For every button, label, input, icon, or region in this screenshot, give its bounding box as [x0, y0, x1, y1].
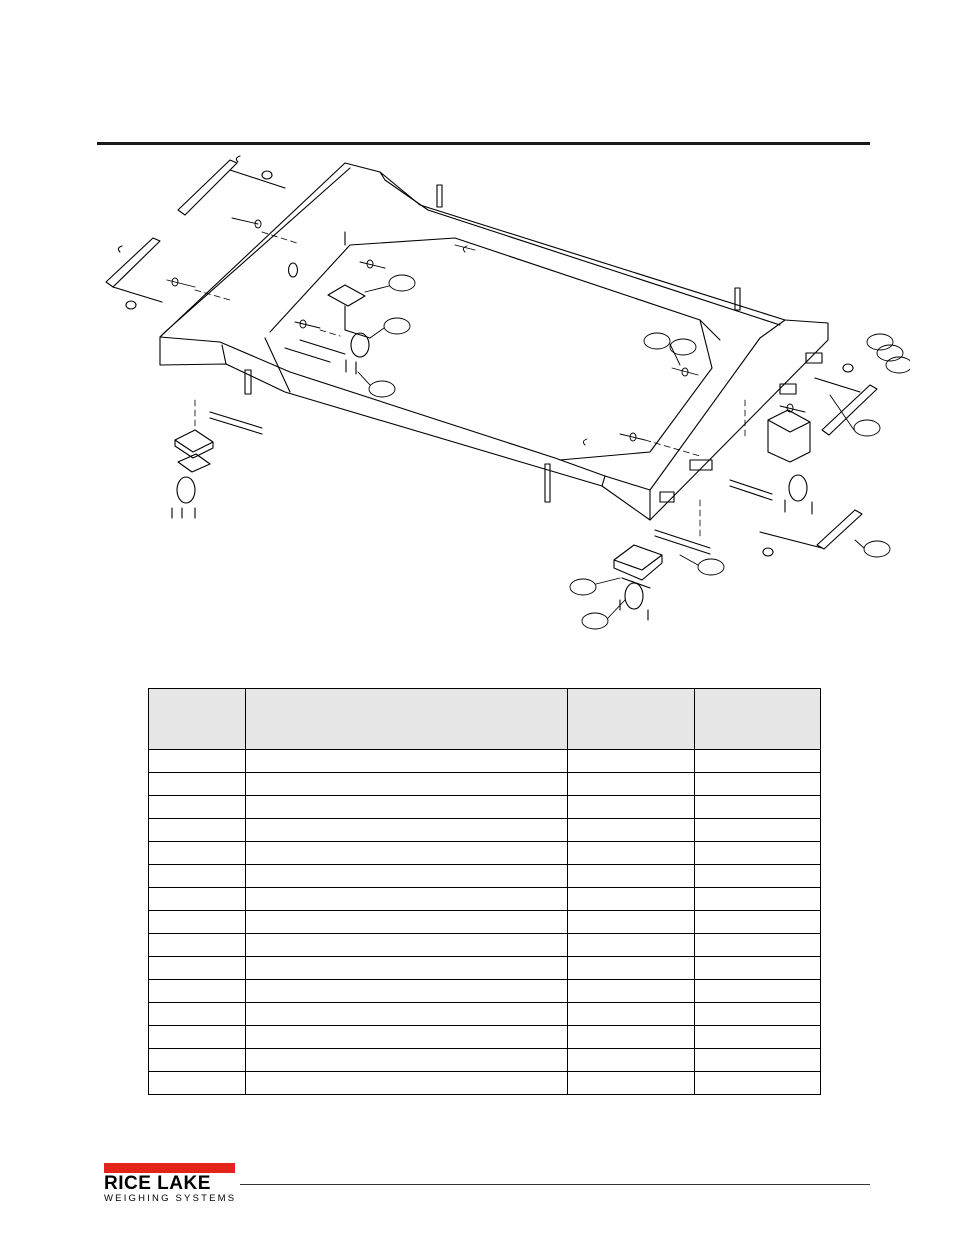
- table-cell: [694, 934, 820, 957]
- caster-front-left: [172, 412, 262, 518]
- table-cell: [149, 865, 246, 888]
- table-cell: [568, 934, 694, 957]
- table-cell: [246, 980, 568, 1003]
- table-row: [149, 1003, 821, 1026]
- table-row: [149, 865, 821, 888]
- table-cell: [246, 957, 568, 980]
- header-cell-quantity: [694, 689, 820, 750]
- table-cell: [246, 819, 568, 842]
- table-row: [149, 957, 821, 980]
- handle-bars-right: [760, 364, 877, 556]
- caster-rear-left: [285, 285, 370, 374]
- table-cell: [694, 911, 820, 934]
- table-cell: [149, 1026, 246, 1049]
- table-row: [149, 773, 821, 796]
- exploded-assembly-drawing: [98, 150, 910, 640]
- table-cell: [694, 1072, 820, 1095]
- table-cell: [568, 911, 694, 934]
- table-row: [149, 980, 821, 1003]
- table-row: [149, 750, 821, 773]
- table-cell: [694, 796, 820, 819]
- logo-wordmark: RICE LAKE: [104, 1173, 211, 1194]
- table-cell: [694, 957, 820, 980]
- table-cell: [568, 865, 694, 888]
- table-cell: [149, 819, 246, 842]
- table-row: [149, 1026, 821, 1049]
- table-cell: [694, 865, 820, 888]
- table-cell: [694, 842, 820, 865]
- table-cell: [246, 888, 568, 911]
- table-cell: [149, 888, 246, 911]
- table-cell: [149, 911, 246, 934]
- frame-brackets: [245, 185, 822, 502]
- table-cell: [568, 888, 694, 911]
- table-cell: [149, 750, 246, 773]
- table-cell: [568, 773, 694, 796]
- table-row: [149, 1072, 821, 1095]
- header-cell-description: [246, 689, 568, 750]
- assembly-lines: [195, 232, 745, 540]
- table-cell: [246, 865, 568, 888]
- table-cell: [149, 1049, 246, 1072]
- header-cell-part-number: [568, 689, 694, 750]
- caster-front-right: [614, 530, 710, 620]
- table-row: [149, 842, 821, 865]
- table-cell: [246, 1072, 568, 1095]
- table-row: [149, 1049, 821, 1072]
- table-cell: [149, 796, 246, 819]
- handle-bars-left: [106, 156, 285, 309]
- table-cell: [246, 796, 568, 819]
- table-cell: [246, 934, 568, 957]
- table-row: [149, 888, 821, 911]
- table-cell: [694, 819, 820, 842]
- table-cell: [568, 796, 694, 819]
- table-cell: [694, 750, 820, 773]
- table-header-row: [149, 689, 821, 750]
- table-cell: [149, 773, 246, 796]
- table-cell: [568, 980, 694, 1003]
- table-cell: [246, 911, 568, 934]
- logo-red-bar: [104, 1163, 235, 1173]
- table-cell: [568, 957, 694, 980]
- table-cell: [246, 1049, 568, 1072]
- table-cell: [694, 980, 820, 1003]
- table-cell: [149, 980, 246, 1003]
- caster-rear-right: [730, 410, 812, 514]
- table-row: [149, 911, 821, 934]
- parts-list-table: [148, 688, 821, 1095]
- frame-hole: [289, 263, 298, 277]
- table-cell: [568, 842, 694, 865]
- frame-outline: [160, 163, 828, 520]
- table-cell: [694, 1026, 820, 1049]
- table-cell: [568, 1003, 694, 1026]
- header-cell-item: [149, 689, 246, 750]
- callout-balloons: [358, 275, 910, 629]
- table-cell: [246, 773, 568, 796]
- header-rule: [97, 142, 870, 145]
- table-cell: [149, 842, 246, 865]
- table-cell: [694, 888, 820, 911]
- table-cell: [246, 842, 568, 865]
- table-cell: [149, 1072, 246, 1095]
- table-cell: [568, 750, 694, 773]
- logo-subtitle: WEIGHING SYSTEMS: [104, 1193, 237, 1204]
- table-cell: [246, 750, 568, 773]
- table-cell: [149, 934, 246, 957]
- table-cell: [149, 1003, 246, 1026]
- table-cell: [694, 773, 820, 796]
- table-cell: [568, 1049, 694, 1072]
- fasteners: [167, 218, 805, 445]
- table-cell: [568, 1026, 694, 1049]
- table-row: [149, 819, 821, 842]
- footer-rule: [240, 1184, 870, 1185]
- rice-lake-logo: [104, 1163, 236, 1204]
- table-row: [149, 796, 821, 819]
- table-cell: [694, 1003, 820, 1026]
- table-cell: [694, 1049, 820, 1072]
- table-cell: [246, 1026, 568, 1049]
- table-row: [149, 934, 821, 957]
- table-cell: [568, 819, 694, 842]
- table-cell: [149, 957, 246, 980]
- table-cell: [246, 1003, 568, 1026]
- table-cell: [568, 1072, 694, 1095]
